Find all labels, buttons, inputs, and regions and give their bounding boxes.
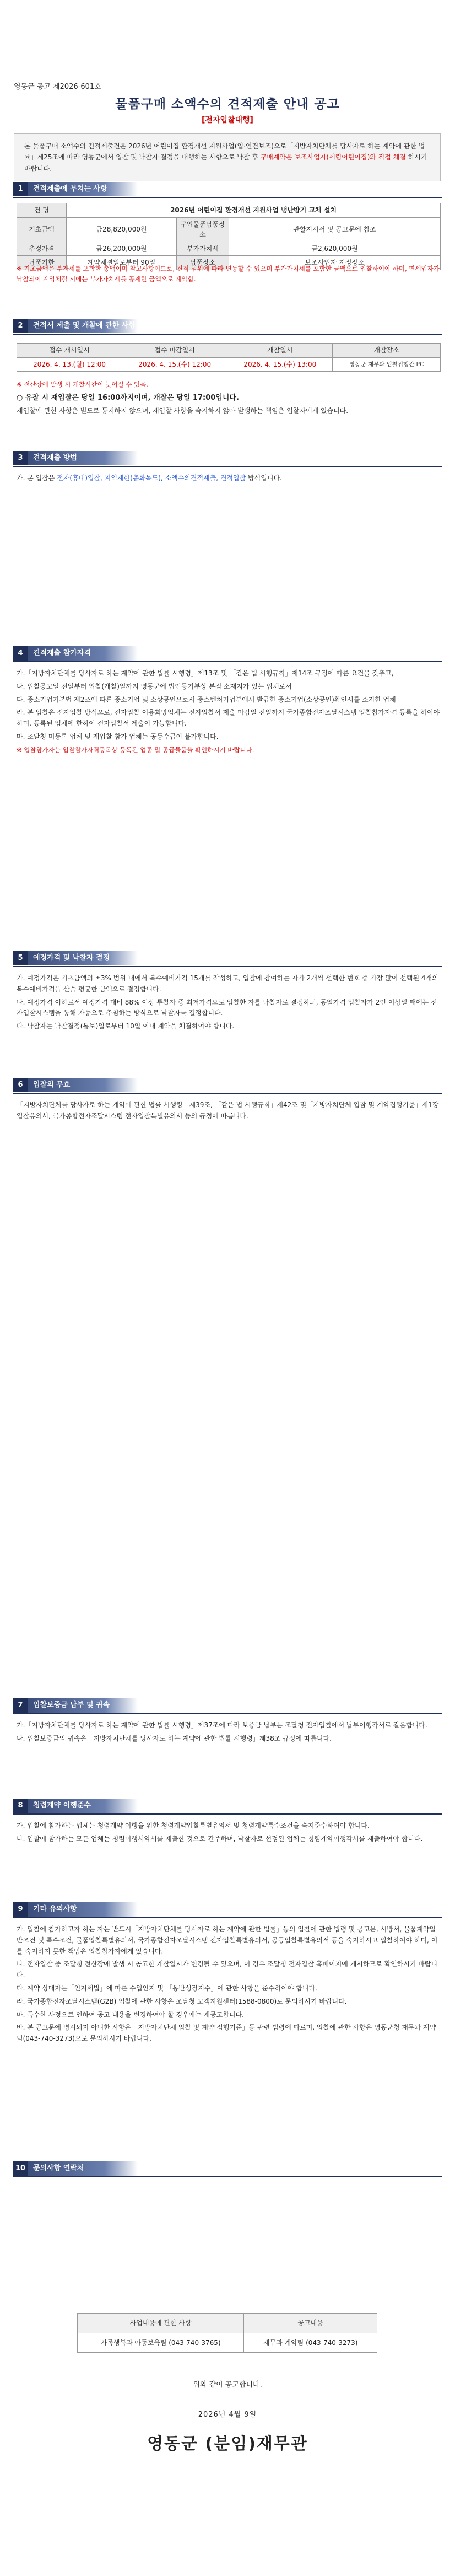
intro-highlight: 구매계약은 보조사업자(세림어린이집)와 직접 체결 — [260, 153, 406, 162]
page-title: 물품구매 소액수의 견적제출 안내 공고 — [115, 97, 340, 111]
intro-box: 본 물품구매 소액수의 견적제출건은 2026년 어린이집 환경개선 지원사업(입·인건보조)으로「지방자치단체를 당사자로 하는 계약에 관한 법률」제25조에 따라 영동군에서 입찰 및 낙찰자 결정을 대행하는 사항으로 낙찰 후 구매계약은 보조사업자(세림어린이집)와 직접 체결 하시기 바랍니다. — [14, 133, 441, 181]
page-subtitle: [전자입찰대행] — [202, 116, 253, 125]
section-6-header: 6 입찰의 무효 — [13, 1078, 442, 1092]
section-4-text: 가.「지방자치단체를 당사자로 하는 계약에 관한 법률 시행령」제13조 및 「같은 법 시행규칙」제14조 규정에 따른 요건을 갖추고, 나. 입찰공고일 전일부터 입찰(개찰)일까지 영동군에 법인등기부상 본점 소재지가 있는 업체로서 다. 중소기업기본법 제2조에 따른 중소기업 및 소상공인으로서 중소벤처기업부에서 발급한 중소기업(소상공인)확인서를 소지한 업체 라. 본 입찰은 전자입찰 방식으로, 전자입찰 이용희망업체는 전자입찰서 제출 마감일 전일까지 국가종합전자조달시스템 입찰참가자격 등록을 하여야 하며, 등록된 업체에 한하여 전자입찰서 제출이 가능합니다. 마. 조달청 미등록 업체 및 재입찰 참가 업체는 공동수급이 불가합니다. ※ 입찰참가자는 입찰참가자격등록상 등록된 업종 및 공급물품을 확인하시기 바랍니다. — [17, 669, 440, 754]
bid-info-table: 건 명 2026년 어린이집 환경개선 지원사업 냉난방기 교체 설치 기초금액 금28,820,000원 구입물품납품장소 관할지시서 및 공고문에 참조 추정가격 금26,200,000원 부가가치세 금2,620,000원 납품기한 계약체결일로부터 90일 납품장소 보조사업자 지정장소 — [17, 203, 441, 270]
section-4-header: 4 견적제출 참가자격 — [13, 646, 442, 661]
section-10-header: 10 문의사항 연락처 — [13, 2161, 442, 2176]
notice-number: 영동군 공고 제2026-601호 — [14, 83, 101, 91]
section-2-header: 2 견적서 제출 및 개찰에 관한 사항 — [13, 319, 442, 333]
section-5-header: 5 예정가격 및 낙찰자 결정 — [13, 951, 442, 965]
section-6-text: 「지방자치단체를 당사자로 하는 계약에 관한 법률 시행령」제39조, 「같은 법 시행규칙」제42조 및「지방자치단체 입찰 및 계약집행기준」제1장 입찰유의서, 국가종합전자조달시스템 전자입찰특별유의서 등의 규정에 따릅니다. — [17, 1101, 439, 1120]
section-8-text: 가. 입찰에 참가하는 업체는 청렴계약 이행을 위한 청렴계약입찰특별유의서 및 청렴계약특수조건을 숙지준수하여야 합니다. 나. 입찰에 참가하는 모든 업체는 청렴이행서약서를 제출한 것으로 간주하며, 낙찰자로 선정된 업체는 청렴계약이행각서를 제출하여야 합니다. — [17, 1822, 423, 1843]
section-3-header: 3 견적제출 방법 — [13, 451, 442, 465]
section-9-header: 9 기타 유의사항 — [13, 1902, 442, 1917]
schedule-table: 접수 개시일시 접수 마감일시 개찰일시 개찰장소 2026. 4. 13.(월) 12:00 2026. 4. 15.(수) 12:00 2026. 4. 15.(수) 13:00 영동군 재무과 입찰집행관 PC — [17, 343, 441, 372]
section-5-text: 가. 예정가격은 기초금액의 ±3% 범위 내에서 복수예비가격 15개를 작성하고, 입찰에 참여하는 자가 2개씩 선택한 번호 중 가장 많이 선택된 4개의 복수예비가격을 산술 평균한 금액으로 결정합니다. 나. 예정가격 이하로서 예정가격 대비 88% 이상 투찰자 중 최저가격으로 입찰한 자를 낙찰자로 결정하되, 동일가격 입찰자가 2인 이상일 때에는 전자입찰시스템을 통해 자동으로 추첨하는 방식으로 낙찰자를 결정합니다. 다. 낙찰자는 낙찰결정(통보)일로부터 10일 이내 계약을 체결하여야 합니다. — [17, 974, 438, 1031]
section-3-text: 가. 본 입찰은 전자(휴대)입찰, 지역제한(총화목도), 소액수의견적제출, 견적입찰 방식입니다. — [17, 474, 282, 482]
issuer-name: 영동군 (분임)재무관 — [147, 2434, 308, 2454]
section-2-notes: ※ 전산장애 발생 시 개찰시간이 늦어질 수 있음. ○ 유찰 시 재입찰은 당일 16:00까지이며, 개찰은 당일 17:00입니다. 재입찰에 관한 사항은 별도로 통지하지 않으며, 재입찰 사항을 숙지하지 않아 발생하는 책임은 입찰자에게 있습니다. — [17, 380, 349, 415]
section-7-header: 7 입찰보증금 납부 및 귀속 — [13, 1698, 442, 1713]
closing-text: 위와 같이 공고합니다. — [193, 2381, 262, 2389]
section-1-note: ※ 기초금액은 부가세를 포함한 총액이며 참고사항이므로, 견적 범위에 따라 변동할 수 있으며 부가가치세를 포함한 금액으로 입찰하여야 하며, 면세업자가 낙찰되어 계약체결 시에는 부가가치세를 공제한 금액으로 계약함. — [17, 265, 440, 283]
section-1-header: 1 견적제출에 부치는 사항 — [13, 182, 442, 196]
notice-date: 2026년 4월 9일 — [198, 2411, 257, 2419]
contact-table: 사업내용에 관한 사항 공고내용 가족행복과 아동보육팀 (043-740-3765) 재무과 계약팀 (043-740-3273) — [77, 2313, 377, 2353]
section-7-text: 가.「지방자치단체를 당사자로 하는 계약에 관한 법률 시행령」제37조에 따라 보증금 납부는 조달청 전자입찰에서 납부이행각서로 갈음합니다. 나. 입찰보증금의 귀속은「지방자치단체를 당사자로 하는 계약에 관한 법률 시행령」제38조 규정에 따릅니다. — [17, 1721, 427, 1742]
section-9-text: 가. 입찰에 참가하고자 하는 자는 반드시「지방자치단체를 당사자로 하는 계약에 관한 법률」등의 입찰에 관한 법령 및 공고문, 시방서, 물품계약일반조건 및 특수조건, 물품입찰특별유의서, 국가종합전자조달시스템 전자입찰특별유의서, 공공입찰특별유의서 등을 숙지하시고 입찰하여야 하며, 이를 숙지하지 못한 책임은 입찰참가자에게 있습니다. 나. 전자입찰 중 조달청 전산장애 발생 시 공고한 개찰일시가 변경될 수 있으며, 이 경우 조달청 전자입찰 홈페이지에 게시하므로 확인하시기 바랍니다. 다. 계약 상대자는「인지세법」에 따른 수입인지 및 「동반성장지수」에 관한 사항을 준수하여야 합니다. 라. 국가종합전자조달시스템(G2B) 입찰에 관한 사항은 조달청 고객지원센터(1588-0800)로 문의하시기 바랍니다. 마. 특수한 사정으로 인하여 공고 내용을 변경하여야 할 경우에는 재공고합니다. 바. 본 공고문에 명시되지 아니한 사항은「지방자치단체 입찰 및 계약 집행기준」등 관련 법령에 따르며, 입찰에 관한 사항은 영동군청 재무과 계약팀(043-740-3273)으로 문의하시기 바랍니다. — [17, 1925, 438, 2043]
section-8-header: 8 청렴계약 이행준수 — [13, 1799, 442, 1813]
